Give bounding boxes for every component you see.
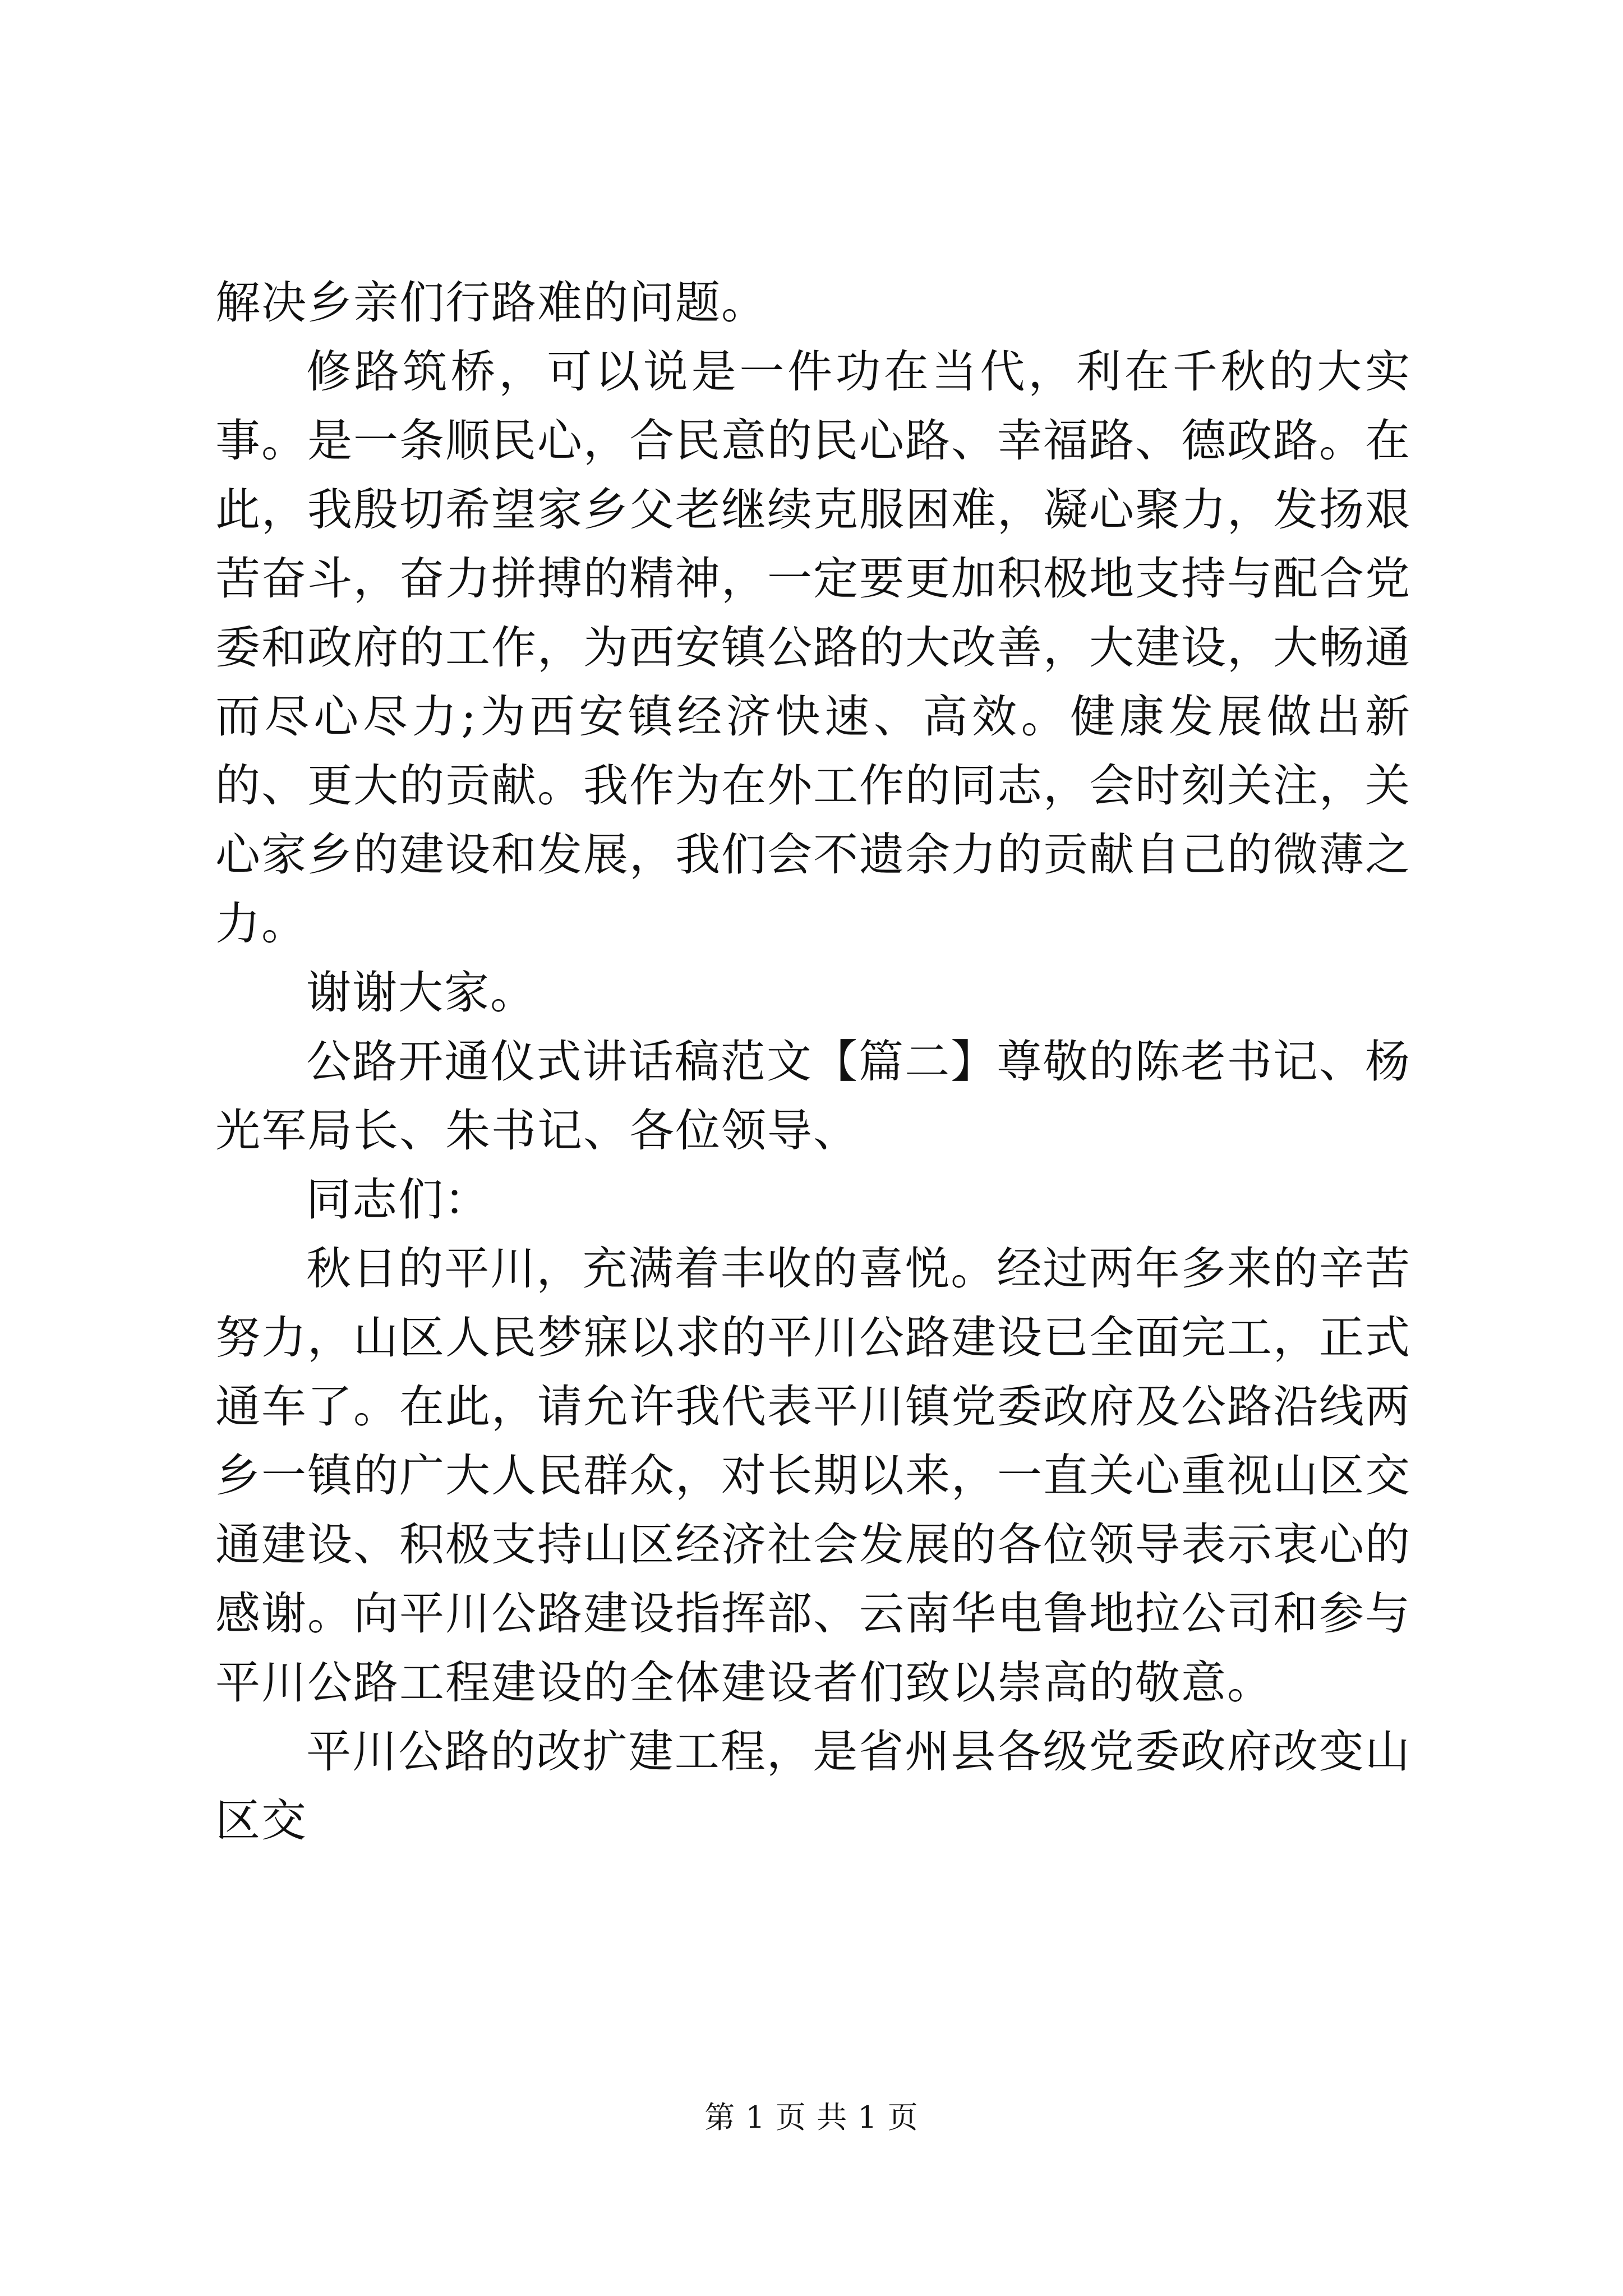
paragraph-1: 解决乡亲们行路难的问题。 [215,277,767,329]
paragraph-6: 秋日的平川，充满着丰收的喜悦。经过两年多来的辛苦努力，山区人民梦寐以求的平川公路建设已全面完工，正式通车了。在此，请允许我代表平川镇党委政府及公路沿线两乡一镇的广大人民群众，对长期以来，一直关心重视山区交通建设、积极支持山区经济社会发展的各位领导表示衷心的感谢。向平川公路建设指挥部、云南华电鲁地拉公司和参与平川公路工程建设的全体建设者们致以崇高的敬意。 [215,1243,1411,1709]
paragraph-3: 谢谢大家。 [306,967,536,1019]
paragraph-7: 平川公路的改扩建工程，是省州县各级党委政府改变山区交 [215,1726,1411,1847]
document-body [215,268,1411,1855]
paragraph-5: 同志们： [306,1174,490,1226]
page-number-footer: 第 1 页 共 1 页 [704,2100,919,2135]
paragraph-4: 公路开通仪式讲话稿范文【篇二】尊敬的陈老书记、杨光军局长、朱书记、各位领导、 [215,1036,1411,1157]
paragraph-2: 修路筑桥，可以说是一件功在当代，利在千秋的大实事。是一条顺民心，合民意的民心路、幸福路、德政路。在此，我殷切希望家乡父老继续克服困难，凝心聚力，发扬艰苦奋斗，奋力拼搏的精神，一定要更加积极地支持与配合党委和政府的工作，为西安镇公路的大改善，大建设，大畅通而尽心尽力;为西安镇经济快速、高效。健康发展做出新的、更大的贡献。我作为在外工作的同志，会时刻关注，关心家乡的建设和发展，我们会不遗余力的贡献自己的微薄之力。 [215,346,1411,950]
